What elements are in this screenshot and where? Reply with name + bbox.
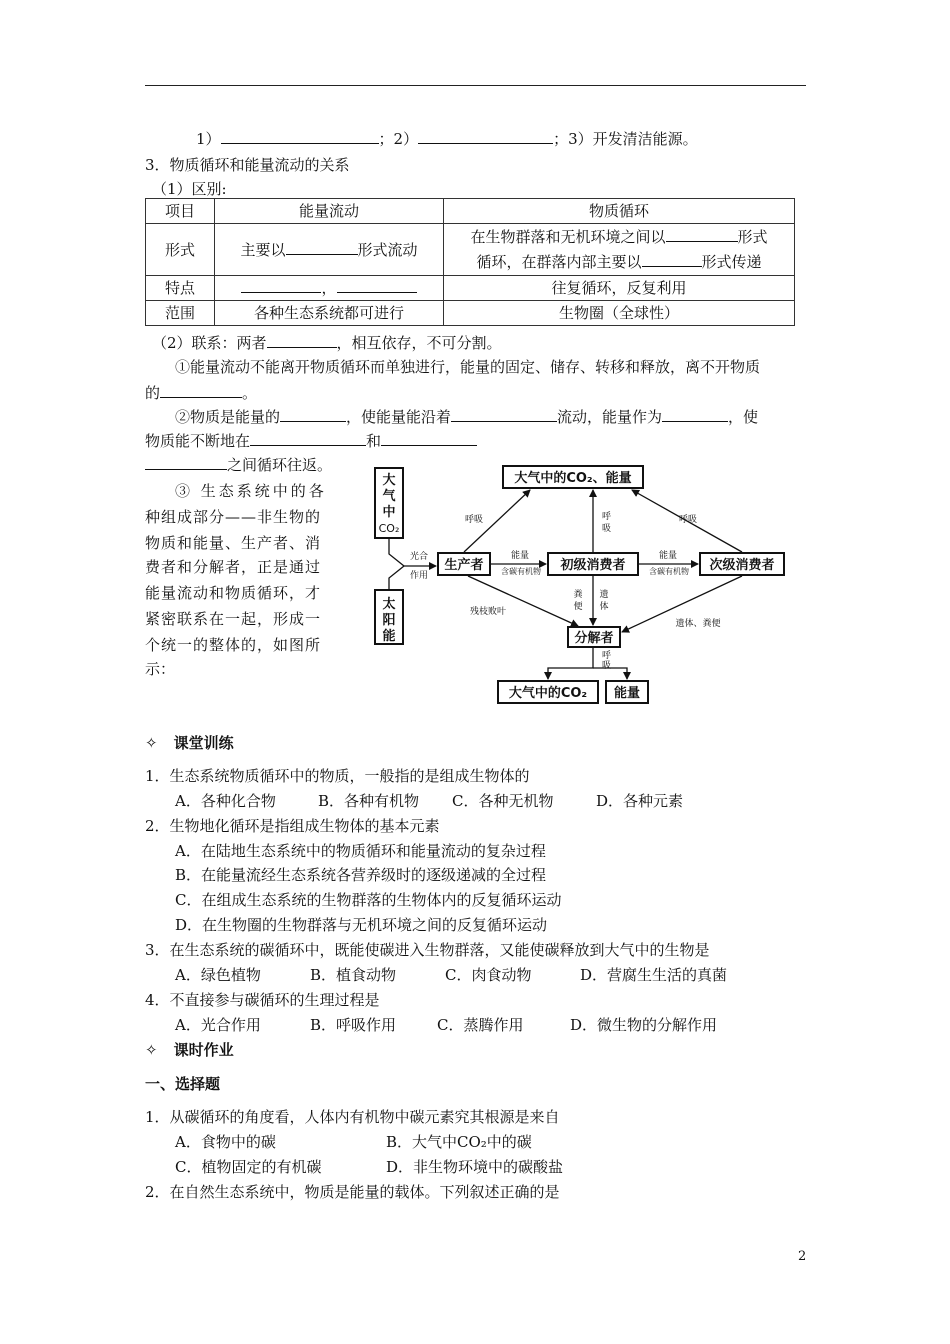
svg-text:太: 太	[382, 597, 396, 612]
question-stem: 1．生态系统物质循环中的物质，一般指的是组成生物体的	[145, 767, 530, 785]
row-label: 特点	[146, 276, 215, 301]
svg-text:含碳有机物: 含碳有机物	[649, 567, 689, 576]
secondary-consumer-label: 次级消费者	[709, 558, 775, 573]
option[interactable]: D．微生物的分解作用	[570, 1016, 718, 1034]
svg-text:光合: 光合	[409, 552, 429, 562]
blank[interactable]	[286, 240, 358, 255]
multiple-choice-heading: 一、选择题	[145, 1075, 221, 1093]
row-label: 形式	[146, 224, 215, 276]
para-3-line: ③ 生态系统中的各	[175, 482, 327, 500]
svg-text:体: 体	[599, 602, 609, 612]
svg-text:能: 能	[382, 629, 396, 644]
blank[interactable]	[381, 431, 477, 446]
svg-text:阳: 阳	[382, 613, 396, 628]
option[interactable]: A．绿色植物	[175, 966, 261, 984]
para-3-line: 示：	[145, 660, 176, 678]
svg-text:吸: 吸	[602, 661, 612, 671]
option[interactable]: B．呼吸作用	[310, 1016, 397, 1034]
svg-text:呼: 呼	[602, 651, 612, 661]
svg-text:作用: 作用	[409, 571, 429, 581]
header-cell: 物质循环	[444, 199, 795, 224]
fill-line: 1） ；2） ；3）开发清洁能源。	[196, 130, 698, 148]
option[interactable]: C．蒸腾作用	[437, 1016, 524, 1034]
question-stem: 1．从碳循环的角度看，人体内有机物中碳元素究其根源是来自	[145, 1108, 560, 1126]
bottom-energy-label: 能量	[613, 686, 641, 701]
para-3-line: 物质和能量、生产者、消	[145, 534, 322, 552]
decomposer-co2-arrow	[548, 648, 593, 679]
decomposer-label: 分解者	[574, 631, 614, 646]
blank[interactable]	[250, 431, 366, 446]
svg-text:遗体、粪便: 遗体、粪便	[675, 619, 721, 629]
svg-text:含碳有机物: 含碳有机物	[501, 567, 541, 576]
svg-text:能量: 能量	[510, 551, 530, 561]
svg-text:呼吸: 呼吸	[464, 515, 484, 525]
option[interactable]: A．各种化合物	[175, 792, 276, 810]
svg-text:气: 气	[382, 489, 396, 504]
blank[interactable]	[280, 407, 346, 422]
energy-scope-cell: 各种生态系统都可进行	[215, 301, 444, 326]
option[interactable]: D．在生物圈的生物群落与无机环境之间的反复循环运动	[175, 916, 548, 934]
blank[interactable]	[145, 455, 227, 470]
class-training-heading: ✧ 课堂训练	[145, 734, 234, 752]
para-3-line: 紧密联系在一起，形成一	[145, 610, 322, 628]
para-3-line: 能量流动和物质循环，才	[145, 584, 322, 602]
option[interactable]: B．大气中CO₂中的碳	[386, 1133, 532, 1151]
top-box-label: 大气中的CO₂、能量	[514, 471, 632, 486]
svg-text:中: 中	[382, 505, 396, 520]
bullet-icon: ✧	[145, 734, 158, 752]
para-3-line: 种组成部分——非生物的	[145, 508, 322, 526]
para-2-line3: 之间循环往返。	[145, 454, 332, 475]
svg-text:便: 便	[573, 602, 583, 612]
bottom-co2-label: 大气中的CO₂	[508, 686, 588, 701]
question-stem: 2．生物地化循环是指组成生物体的基本元素	[145, 817, 440, 835]
header-rule	[145, 85, 806, 86]
para-3-line: 个统一的整体的，如图所	[145, 636, 322, 654]
blank[interactable]	[160, 383, 242, 398]
svg-text:遗: 遗	[599, 590, 609, 600]
option[interactable]: B．植食动物	[310, 966, 397, 984]
option[interactable]: C．在组成生态系统的生物群落的生物体内的反复循环运动	[175, 891, 562, 909]
matter-feature-cell: 往复循环，反复利用	[444, 276, 795, 301]
section-3-title: 3．物质循环和能量流动的关系	[145, 156, 350, 174]
svg-text:粪: 粪	[573, 590, 583, 600]
option[interactable]: D．营腐生生活的真菌	[580, 966, 728, 984]
option[interactable]: A．食物中的碳	[175, 1133, 276, 1151]
option[interactable]: A．光合作用	[175, 1016, 261, 1034]
question-stem: 3．在生态系统的碳循环中，既能使碳进入生物群落，又能使碳释放到大气中的生物是	[145, 941, 710, 959]
svg-text:大: 大	[382, 473, 396, 488]
option[interactable]: A．在陆地生态系统中的物质循环和能量流动的复杂过程	[175, 842, 546, 860]
svg-text:能量: 能量	[658, 551, 678, 561]
energy-form-cell: 主要以 形式流动	[215, 224, 444, 276]
subsection-diff: （1）区别:	[152, 180, 227, 198]
option[interactable]: D．各种元素	[596, 792, 684, 810]
header-cell: 能量流动	[215, 199, 444, 224]
matter-scope-cell: 生物圈（全球性）	[444, 301, 795, 326]
blank[interactable]	[662, 407, 728, 422]
blank[interactable]	[337, 278, 417, 293]
option[interactable]: B．各种有机物	[318, 792, 420, 810]
svg-text:呼: 呼	[602, 512, 612, 522]
para-1-line2: 的 。	[145, 384, 258, 402]
svg-text:吸: 吸	[602, 524, 612, 534]
comparison-table	[145, 198, 795, 326]
energy-feature-cell: ，	[215, 276, 444, 301]
para-2-line2: 物质能不断地在 和	[145, 430, 477, 451]
blank[interactable]	[642, 252, 702, 267]
svg-text:残枝败叶: 残枝败叶	[469, 607, 507, 617]
svg-text:呼吸: 呼吸	[678, 515, 698, 525]
homework-heading: ✧ 课时作业	[145, 1041, 234, 1059]
option[interactable]: B．在能量流经生态系统各营养级时的逐级递减的全过程	[175, 866, 547, 884]
option[interactable]: C．各种无机物	[452, 792, 554, 810]
para-3-line: 费者和分解者，正是通过	[145, 558, 322, 576]
blank[interactable]	[221, 129, 379, 144]
row-label: 范围	[146, 301, 215, 326]
option[interactable]: D．非生物环境中的碳酸盐	[386, 1158, 564, 1176]
option[interactable]: C．植物固定的有机碳	[175, 1158, 322, 1176]
blank[interactable]	[241, 278, 321, 293]
blank[interactable]	[666, 227, 738, 242]
blank[interactable]	[418, 129, 553, 144]
page-number: 2	[798, 1249, 807, 1264]
svg-text:CO₂: CO₂	[378, 522, 400, 535]
blank[interactable]	[451, 407, 557, 422]
link-line: （2）联系：两者 ，相互依存，不可分割。	[152, 334, 502, 352]
bullet-icon: ✧	[145, 1041, 158, 1059]
blank[interactable]	[267, 333, 337, 348]
para-1-line1: ①能量流动不能离开物质循环而单独进行，能量的固定、储存、转移和释放，离不开物质	[175, 358, 761, 376]
para-2-line1: ②物质是能量的 ，使能量能沿着 流动，能量作为 ，使	[175, 408, 759, 426]
question-stem: 2．在自然生态系统中，物质是能量的载体。下列叙述正确的是	[145, 1183, 560, 1201]
matter-form-cell: 在生物群落和无机环境之间以 形式 循环，在群落内部主要以 形式传递	[444, 224, 795, 276]
litter-arrow	[468, 576, 578, 626]
carbon-cycle-diagram	[370, 462, 795, 710]
option[interactable]: C．肉食动物	[445, 966, 532, 984]
question-stem: 4．不直接参与碳循环的生理过程是	[145, 991, 380, 1009]
producer-label: 生产者	[444, 558, 484, 573]
primary-consumer-label: 初级消费者	[560, 558, 626, 573]
header-cell: 项目	[146, 199, 215, 224]
